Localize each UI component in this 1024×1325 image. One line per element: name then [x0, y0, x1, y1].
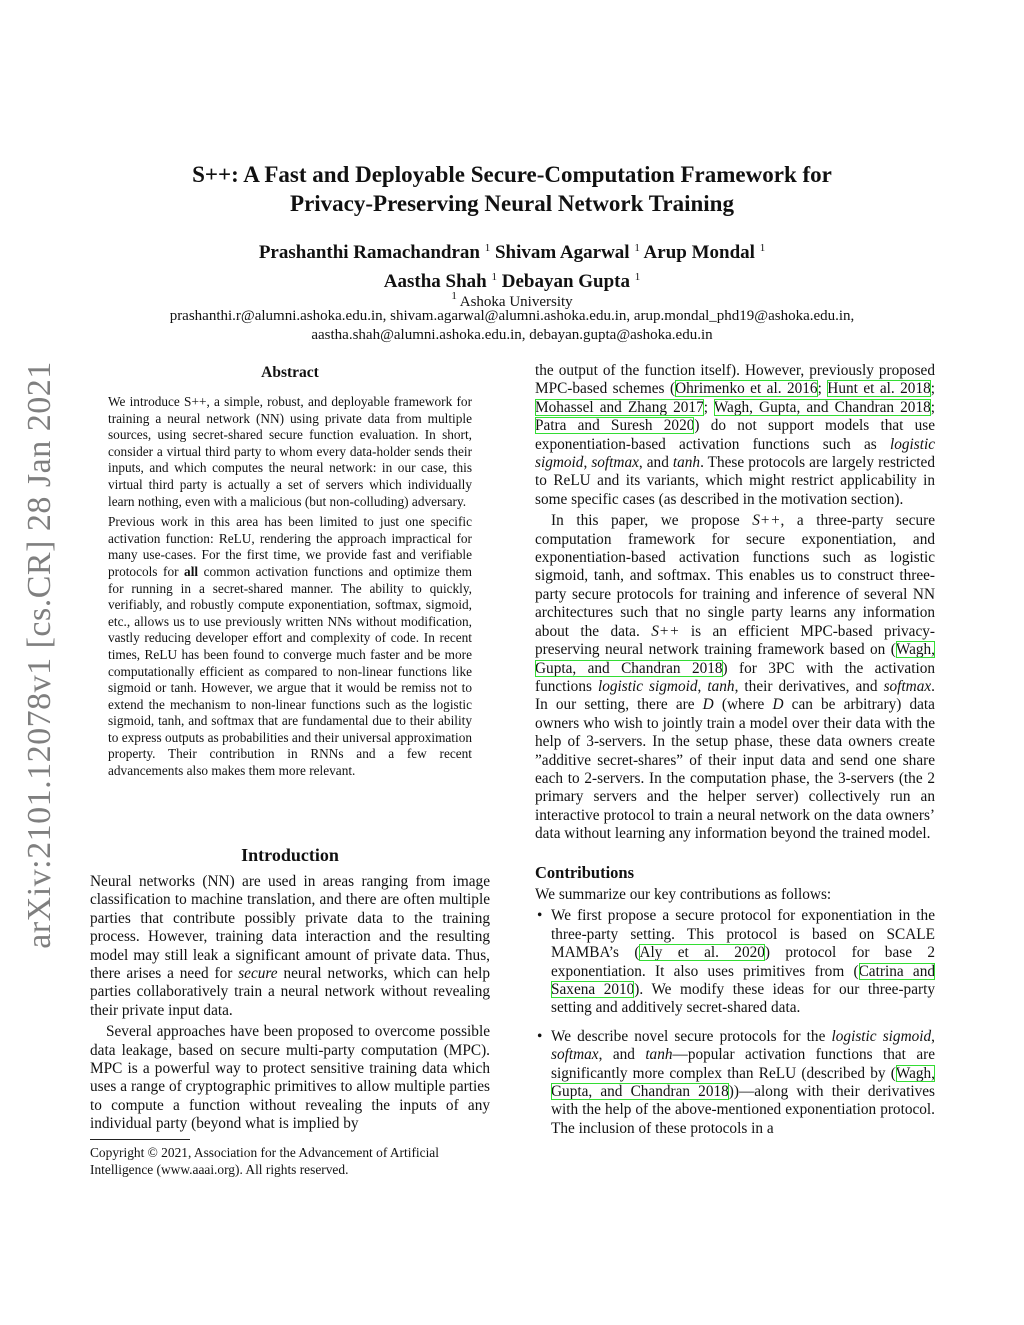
- copyright-footnote: Copyright © 2021, Association for the Advancement of Artificial Intelligence (www.aaai.org). All rights reserved.: [90, 1145, 439, 1177]
- body-text: We first propose a secure protocol for exponentiation in the three-party setting. This protocol is based on SCALE MAMBA’s (: [551, 907, 935, 962]
- introduction-body: [90, 873, 490, 1137]
- affiliation-mark: 1: [634, 271, 641, 283]
- body-text: ,: [697, 677, 708, 695]
- citation-link[interactable]: Aly et al. 2020: [639, 944, 765, 962]
- citation-link[interactable]: Hunt et al. 2018: [827, 380, 931, 398]
- paper-title: [0, 160, 1024, 218]
- body-text: , a three-party secure computation framework for secure exponentiation, and exponentiation-based activation functions such as logistic sigmoid, tanh, and softmax. This enables us to construct three-party secure protocols for training and inference of several NN architectures such that no single party learns any information about the data.: [535, 512, 935, 640]
- arxiv-side-label: [18, 361, 62, 949]
- emphasis: logistic sigmoid: [597, 677, 698, 695]
- title-line-1: S++: A Fast and Deployable Secure-Computation Framework for: [192, 162, 832, 187]
- abstract-emphasis: all: [184, 563, 199, 579]
- email-line-1: prashanthi.r@alumni.ashoka.edu.in, shivam.agarwal@alumni.ashoka.edu.in, arup.mondal_phd19@ashoka.edu.in,: [169, 308, 855, 324]
- citation-link[interactable]: Wagh, Gupta, and Chandran 2018: [713, 398, 931, 416]
- emphasis: tanh: [672, 454, 701, 472]
- abstract-paragraph-2: [108, 514, 472, 780]
- body-text: ;: [817, 380, 828, 398]
- body-text: , and: [638, 454, 673, 472]
- body-text: . These protocols are largely restricted to ReLU and its variants, which might restrict applicability in some specific cases (as described in the motivation section).: [535, 454, 935, 508]
- emphasis: softmax: [591, 454, 639, 472]
- framework-name: S++: [651, 622, 680, 640]
- citation-link[interactable]: Wagh, Gupta, and Chandran 2018: [551, 1064, 935, 1101]
- emphasis: logistic sigmoid: [535, 435, 935, 472]
- intro-emphasis: secure: [238, 965, 278, 983]
- footnote-rule: [90, 1139, 190, 1140]
- affiliation-mark: 1: [451, 290, 457, 302]
- math-variable: D: [772, 696, 784, 714]
- contributions-intro: We summarize our key contributions as follows:: [535, 885, 832, 903]
- body-text: ) do not support models that use exponentiation-based activation functions such as: [535, 417, 935, 453]
- affiliation-name: Ashoka University: [459, 294, 573, 310]
- author-name: Debayan Gupta: [501, 271, 630, 292]
- title-line-2: Privacy-Preserving Neural Network Training: [290, 191, 734, 216]
- body-text: —popular activation functions that are significantly more complex than ReLU (described by (: [551, 1046, 935, 1082]
- citation-link[interactable]: Patra and Suresh 2020: [535, 417, 695, 435]
- body-text: can be arbitrary) data owners who wish to jointly train a model over their data with the help of 3-servers. In the setup phase, these data owners create ”additive secret-shares” of their input data and send one share each to 2-servers. In the computation phase, the 3-servers (the 2 primary servers and the helper server) collectively run an interactive protocol to train a neural network on the data owners’ data without learning any information beyond the trained model.: [535, 696, 935, 843]
- body-text: ;: [930, 398, 935, 416]
- author-emails: [0, 307, 1024, 345]
- citation-link[interactable]: Wagh, Gupta, and Chandran 2018: [535, 641, 935, 677]
- abstract-text: common activation functions and optimize them for running in a secret-shared manner. The ability to quickly, verifiably, and robustly compute exponentiation, softmax, sigmoid, etc., allows us to use previously written NNs without modification, vastly reducing developer effort and complexity of code. In recent times, ReLU has been found to converge much faster and be more computationally efficient as compared to non-linear functions like sigmoid or tanh. However, we argue that it would be remiss not to extend the mechanism to non-linear functions such as the logistic sigmoid, tanh, and softmax that are fundamental due to their ability to express outputs as probabilities and their universal approximation property. Their contribution in RNNs and a few recent advancements also makes them more relevant.: [108, 563, 472, 779]
- body-text: ,: [931, 1027, 935, 1045]
- right-paragraph-2: [535, 512, 935, 843]
- contributions-heading: Contributions: [535, 862, 635, 882]
- body-text: , and: [598, 1046, 646, 1064]
- body-text: , their derivatives, and: [734, 677, 884, 695]
- body-text: . In our setting, there are: [535, 677, 935, 714]
- citation-link[interactable]: Catrina and Saxena 2010: [551, 962, 935, 998]
- email-line-2: aastha.shah@alumni.ashoka.edu.in, debayan.gupta@ashoka.edu.in: [311, 327, 713, 343]
- affiliation-mark: 1: [491, 271, 497, 283]
- body-text: the output of the function itself). However, previously proposed MPC-based schemes (: [535, 362, 935, 398]
- abstract-paragraph-1: We introduce S++, a simple, robust, and deployable framework for training a neural network (NN) using private data from multiple sources, using secret-shared secure function evaluation. In short, consider a virtual third party to whom every data-holder sends their inputs, and which computes the neural network: in our case, this virtual third party is actually a set of servers which individually learn nothing, even with a malicious (but non-colluding) adversary.: [108, 394, 472, 509]
- body-text: ,: [583, 454, 592, 472]
- body-text: ;: [930, 380, 935, 398]
- body-text: ) protocol for base 2 exponentiation. It also uses primitives from (: [551, 944, 935, 980]
- body-text: is an efficient MPC-based privacy-preserving neural network training framework based on (: [535, 622, 936, 659]
- emphasis: softmax: [883, 677, 932, 695]
- introduction-heading: Introduction: [241, 845, 339, 865]
- arxiv-identifier: arXiv:2101.12078v1 [cs.CR] 28 Jan 2021: [21, 361, 58, 949]
- emphasis: logistic sigmoid: [831, 1027, 932, 1045]
- body-text: In this paper, we propose: [551, 512, 753, 530]
- right-paragraph-1: [535, 362, 935, 509]
- list-item: [535, 1028, 935, 1138]
- body-text: ;: [703, 398, 714, 416]
- list-item: [535, 907, 935, 1017]
- intro-text: Neural networks (NN) are used in areas ranging from image classification to machine translation, and there are often multiple parties that contribute possibly private data to the training process. However, training data interaction and the resulting model may still leak a significant amount of private data. Thus, there arises a need for: [90, 873, 490, 983]
- authors-line-1: [0, 236, 1024, 265]
- abstract-heading: Abstract: [261, 364, 319, 381]
- math-variable: D: [702, 696, 714, 714]
- citation-link[interactable]: Mohassel and Zhang 2017: [535, 398, 704, 416]
- abstract-text: Previous work in this area has been limited to just one specific activation function: ReLU, rendering the approach impractical for many use-cases. For the first time, we provide fast and verifiable protocols for: [108, 514, 472, 579]
- emphasis: tanh: [645, 1046, 673, 1064]
- body-text: ) for 3PC with the activation functions: [535, 659, 935, 695]
- framework-name: S++: [752, 512, 781, 530]
- intro-text: neural networks, which can help parties collaboratively train a neural network without revealing their private input data.: [90, 965, 490, 1019]
- body-text: ). We modify these ideas for our three-party setting and additively secret-shared data.: [551, 981, 935, 1017]
- author-list: [0, 236, 1024, 294]
- author-name: Prashanthi Ramachandran: [258, 242, 480, 263]
- emphasis: tanh: [707, 677, 735, 695]
- body-text: (where: [713, 696, 773, 714]
- emphasis: softmax: [551, 1046, 599, 1064]
- author-name: Arup Mondal: [643, 242, 755, 263]
- affiliation-mark: 1: [759, 242, 766, 254]
- affiliation-mark: 1: [484, 242, 491, 254]
- abstract-body: [108, 394, 472, 784]
- intro-paragraph-1: [90, 873, 490, 1020]
- body-text: We describe novel secure protocols for the: [551, 1027, 832, 1045]
- body-text: ))—along with their derivatives with the help of the above-mentioned exponentiation protocol. The inclusion of these protocols in a: [551, 1083, 935, 1137]
- affiliation-mark: 1: [634, 242, 640, 254]
- author-name: Shivam Agarwal: [494, 242, 630, 263]
- contributions-list: [535, 907, 935, 1138]
- citation-link[interactable]: Ohrimenko et al. 2016: [675, 380, 818, 398]
- intro-paragraph-2: Several approaches have been proposed to overcome possible data leakage, based on secure multi-party computation (MPC). MPC is a powerful way to protect sensitive training data which uses a range of cryptographic primitives to allow multiple parties to compute a function without revealing the inputs of any individual party (beyond what is implied by: [90, 1023, 490, 1133]
- right-column: [535, 362, 935, 1148]
- author-name: Aastha Shah: [383, 271, 487, 292]
